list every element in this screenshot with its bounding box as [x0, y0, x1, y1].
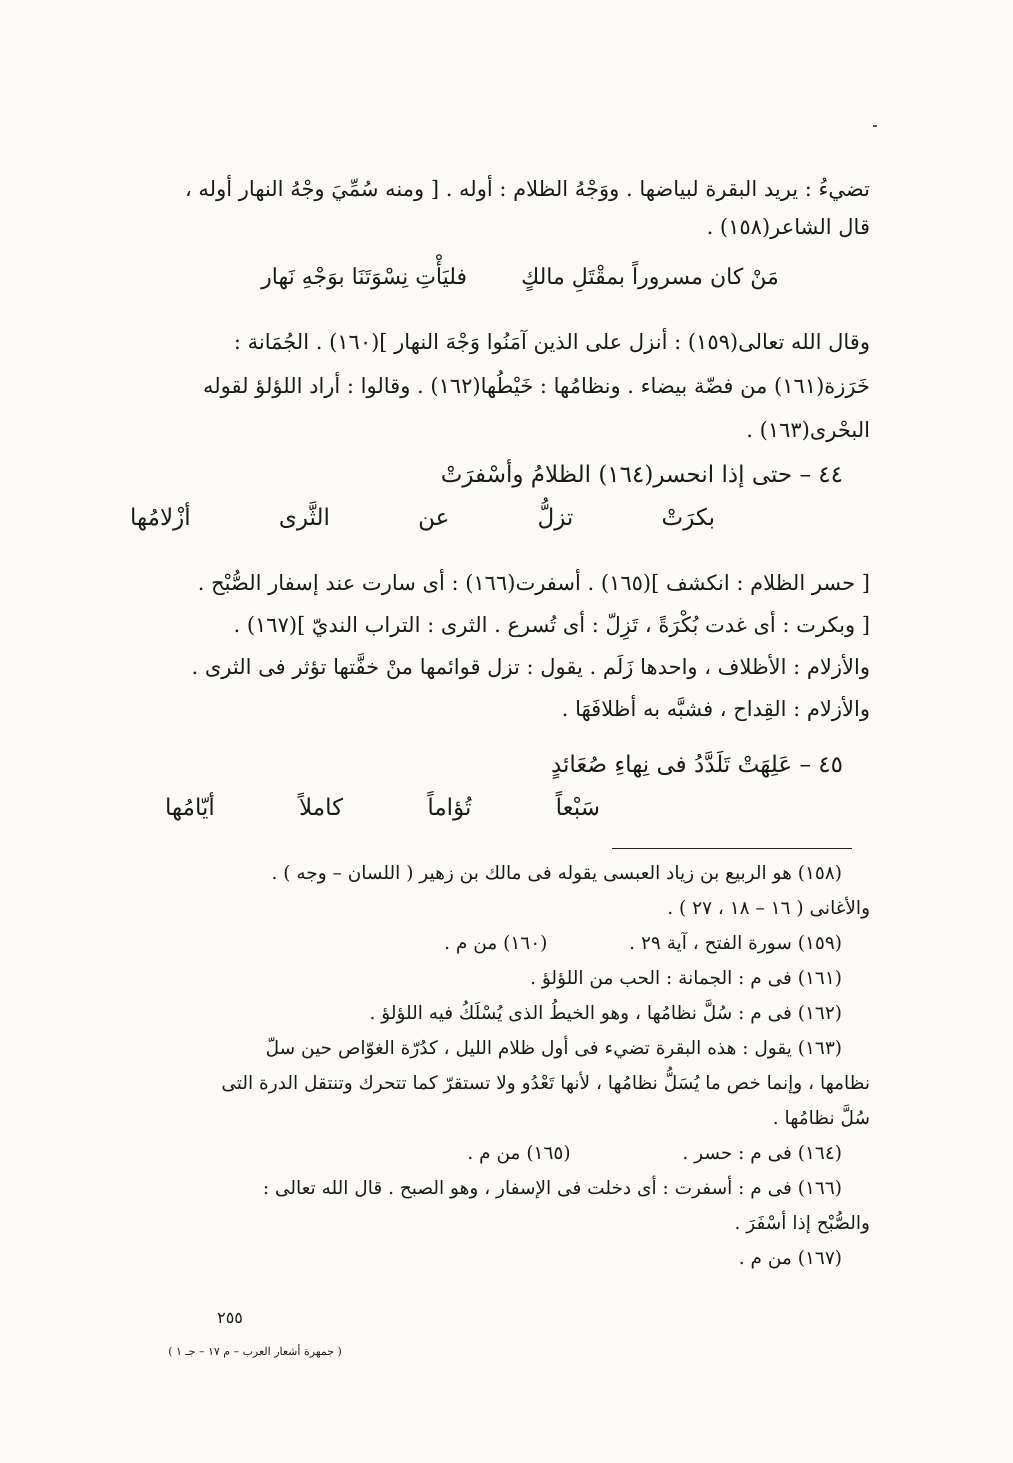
verse-word: بكرَتْ: [661, 505, 715, 531]
quoted-verse: [200, 265, 840, 290]
text-line: تضيءُ : يريد البقرة لبياضها . ووَجْهُ الظلام : أوله . [ ومنه سُمِّيَ وجْهُ النهار أوله ،: [184, 177, 870, 201]
verse-word: سَبْعاً: [555, 795, 600, 821]
verse-word: عن: [418, 505, 450, 531]
verse-word: الثَّرى: [278, 505, 330, 531]
footnote-164-165: [125, 1136, 870, 1171]
footnote-163-cont: سُلَّ نظامُها .: [772, 1108, 870, 1129]
verse-word: أيّامُها: [165, 795, 215, 821]
verse-45-first-hemistich: ٤٥ – عَلِهَتْ تَلَدَّدُ فى نِهاءِ صُعَائدٍ: [550, 752, 843, 778]
commentary-44: [125, 562, 870, 730]
text-line: والأزلام : القِداح ، فشبَّه به أظلافَهَا .: [561, 697, 870, 721]
verse-45-second-hemistich: [165, 795, 600, 821]
verse-word: تُؤاماً: [427, 795, 472, 821]
footnote-166-cont: والصُّبْح إذا أسْفَرَ .: [734, 1213, 870, 1234]
main-paragraph-2: [125, 320, 870, 452]
text-line: والأزلام : الأظلاف ، واحدها زَلَم . يقول : تزل قوائمها منْ خفَّتها تؤثر فى الثرى .: [191, 655, 870, 679]
verse-44-second-hemistich: [130, 505, 715, 531]
footnote-164: (١٦٤) فى م : حسر .: [682, 1143, 842, 1164]
verse-word: أزْلامُها: [130, 505, 191, 531]
verse-44-first-hemistich: ٤٤ – حتى إذا انحسر(١٦٤) الظلامُ وأسْفرَتْ: [440, 462, 843, 488]
verse-hemistich-right: مَنْ كان مسروراً بمقْتَلِ مالكٍ: [521, 265, 779, 290]
footnote-166: (١٦٦) فى م : أسفرت : أى دخلت فى الإسفار ، وهو الصبح . قال الله تعالى :: [262, 1178, 842, 1199]
text-line: [ وبكرت : أى غدت بُكْرَةً ، تَزِلّ : أى تُسرع . الثرى : التراب النديّ ](١٦٧) .: [233, 613, 870, 637]
footnote-158: (١٥٨) هو الربيع بن زياد العبسى يقوله فى مالك بن زهير ( اللسان – وجه ) .: [271, 863, 842, 884]
verse-word: كاملاً: [299, 795, 344, 821]
text-line: [ حسر الظلام : انكشف ](١٦٥) . أسفرت(١٦٦) : أى سارت عند إسفار الصُّبْح .: [197, 571, 870, 595]
footnote-167: (١٦٧) من م .: [738, 1248, 842, 1269]
footnote-161: (١٦١) فى م : الجمانة : الحب من اللؤلؤ .: [530, 968, 842, 989]
footnote-165: (١٦٥) من م .: [467, 1143, 571, 1164]
footnote-163: (١٦٣) يقول : هذه البقرة تضيء فى أول ظلام الليل ، كدُرّة الغوّاص حين سلّ: [265, 1038, 842, 1059]
footnotes: [125, 856, 870, 1276]
text-line: خَرَزة(١٦١) من فضّة بيضاء . ونظامُها : خَيْطُها(١٦٢) . وقالوا : أراد اللؤلؤ لقوله: [202, 374, 870, 398]
footnote-separator: [612, 848, 852, 849]
footnote-163-cont: نظامها ، وإنما خص ما يُسَلُّ نظامُها ، لأنها تَعْدُو ولا تستقرّ كما تتحرك وتنتقل الدرة التى: [221, 1073, 870, 1094]
footnote-159-160: [125, 926, 870, 961]
scan-speck: [873, 125, 877, 127]
page-number: ٢٥٥: [217, 1308, 243, 1327]
verse-hemistich-left: فليَأْتِ نِسْوَتَنَا بوَجْهِ نَهار: [261, 265, 468, 290]
footnote-162: (١٦٢) فى م : سُلَّ نظامُها ، وهو الخيطُ الذى يُسْلَكُ فيه اللؤلؤ .: [369, 1003, 842, 1024]
footnote-160: (١٦٠) من م .: [444, 933, 548, 954]
footnote-159: (١٥٩) سورة الفتح ، آية ٢٩ .: [629, 933, 842, 954]
text-line: قال الشاعر(١٥٨) .: [706, 215, 870, 239]
text-line: البحْرى(١٦٣) .: [746, 418, 870, 442]
footnote-158-cont: والأغانى ( ١٦ – ١٨ ، ٢٧ ) .: [667, 898, 870, 919]
main-paragraph-1: [125, 170, 870, 246]
book-signature-footer: ( جمهرة أشعار العرب – م ١٧ – جـ ١ ): [168, 1345, 342, 1358]
text-line: وقال الله تعالى(١٥٩) : أنزل على الذين آمَنُوا وَجْهَ النهار ](١٦٠) . الجُمَانة :: [233, 330, 870, 354]
verse-word: تزلُّ: [537, 505, 574, 531]
